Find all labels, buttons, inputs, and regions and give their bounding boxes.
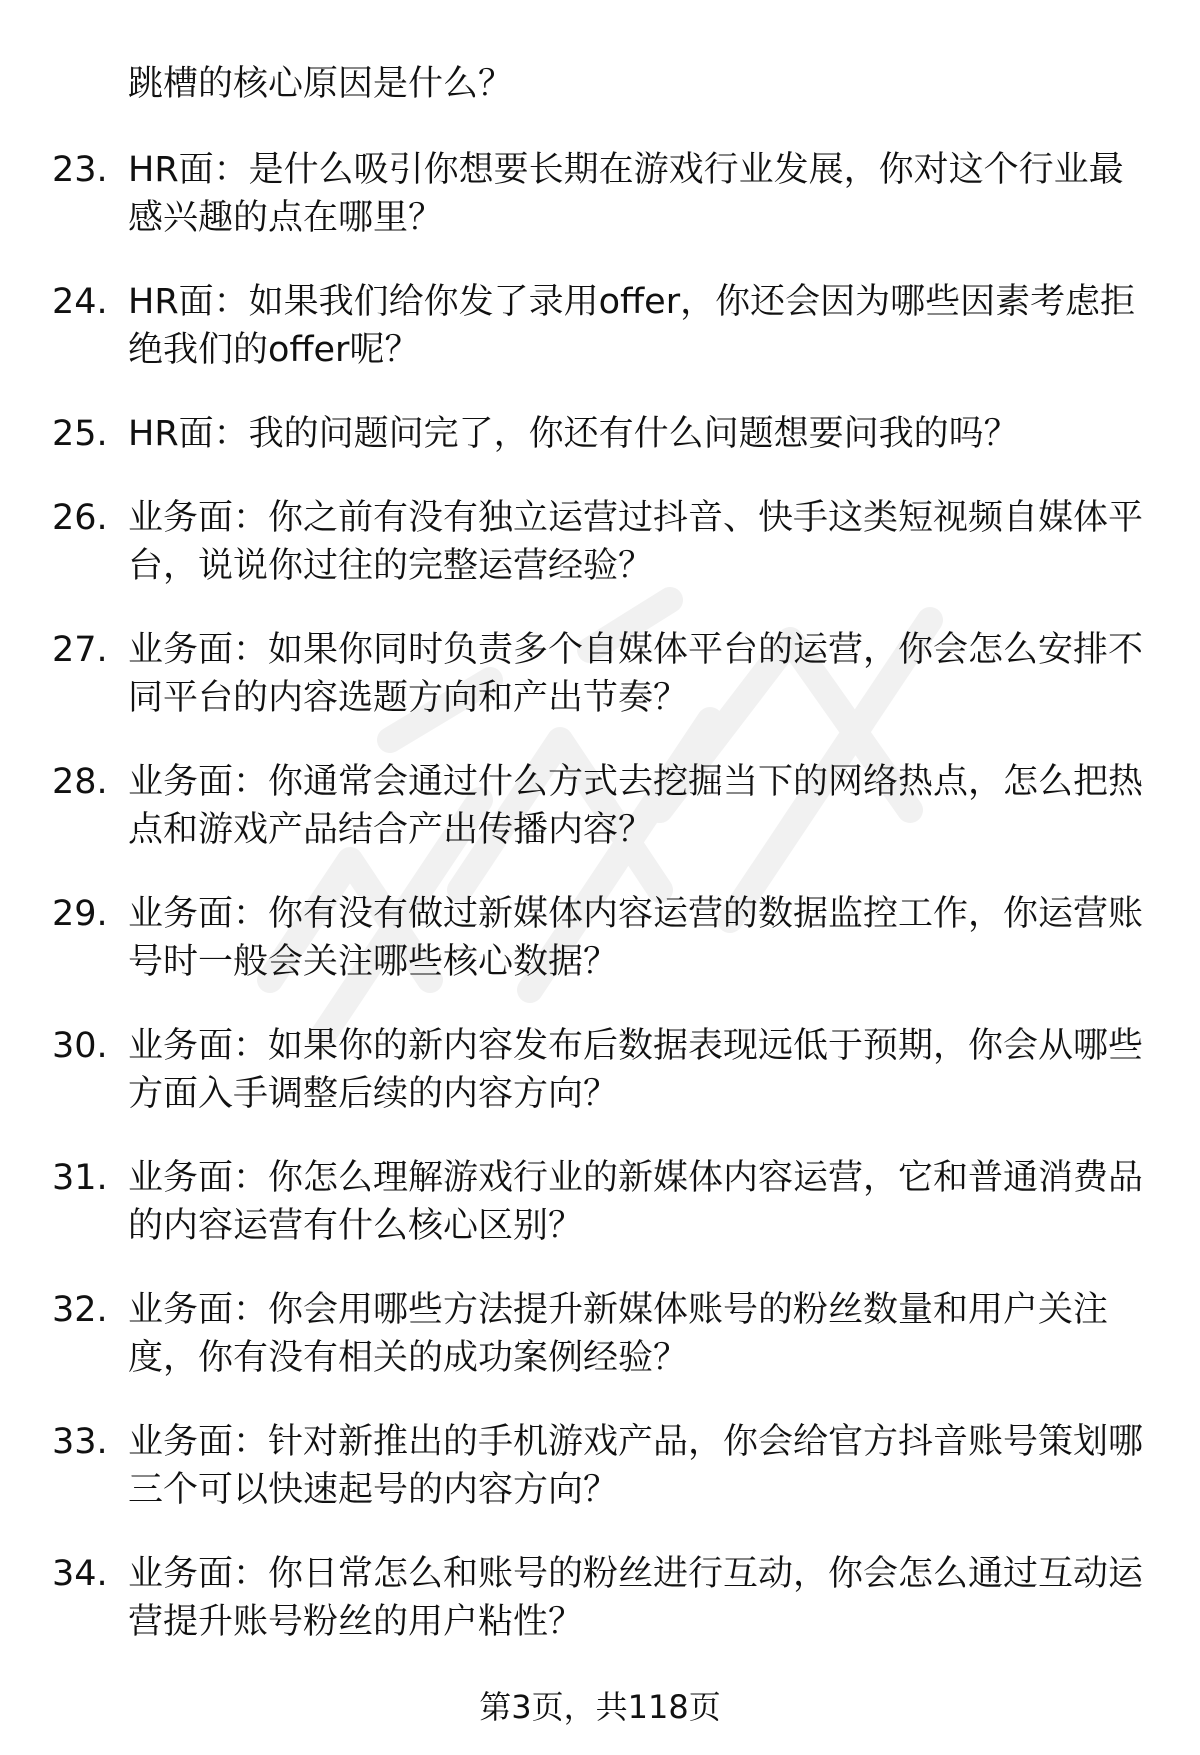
question-item	[0, 1286, 1200, 1382]
continuation-text: 跳槽的核心原因是什么？	[128, 64, 514, 104]
question-number: 27.	[52, 630, 108, 670]
question-number: 26.	[52, 498, 108, 538]
question-text: 业务面：你之前有没有独立运营过抖音、快手这类短视频自媒体平台，说说你过往的完整运营经验？	[128, 498, 1144, 586]
question-list	[0, 146, 1200, 1682]
question-item	[0, 1550, 1200, 1646]
question-text: 业务面：你通常会通过什么方式去挖掘当下的网络热点，怎么把热点和游戏产品结合产出传播内容？	[128, 762, 1144, 850]
question-text: 业务面：如果你的新内容发布后数据表现远低于预期，你会从哪些方面入手调整后续的内容方向？	[128, 1026, 1144, 1114]
question-text: 业务面：针对新推出的手机游戏产品，你会给官方抖音账号策划哪三个可以快速起号的内容方向？	[128, 1422, 1144, 1510]
question-number: 32.	[52, 1290, 108, 1330]
question-text: 业务面：你日常怎么和账号的粉丝进行互动，你会怎么通过互动运营提升账号粉丝的用户粘性？	[128, 1554, 1144, 1642]
question-number: 28.	[52, 762, 108, 802]
question-item	[0, 278, 1200, 374]
question-item	[0, 1022, 1200, 1118]
question-item	[0, 494, 1200, 590]
question-item	[0, 1154, 1200, 1250]
question-item	[0, 626, 1200, 722]
question-number: 33.	[52, 1422, 108, 1462]
question-number: 31.	[52, 1158, 108, 1198]
question-text: 业务面：你有没有做过新媒体内容运营的数据监控工作，你运营账号时一般会关注哪些核心数据？	[128, 894, 1144, 982]
question-number: 25.	[52, 414, 108, 454]
question-item	[0, 410, 1200, 458]
question-number: 29.	[52, 894, 108, 934]
question-text: HR面：如果我们给你发了录用offer，你还会因为哪些因素考虑拒绝我们的offer呢？	[128, 282, 1136, 370]
question-text: HR面：我的问题问完了，你还有什么问题想要问我的吗？	[128, 414, 1019, 454]
question-number: 24.	[52, 282, 108, 322]
question-text: 业务面：你怎么理解游戏行业的新媒体内容运营，它和普通消费品的内容运营有什么核心区别？	[128, 1158, 1144, 1246]
question-item	[0, 758, 1200, 854]
question-text: HR面：是什么吸引你想要长期在游戏行业发展，你对这个行业最感兴趣的点在哪里？	[128, 150, 1124, 238]
question-item	[0, 890, 1200, 986]
question-number: 34.	[52, 1554, 108, 1594]
question-item	[0, 1418, 1200, 1514]
question-number: 23.	[52, 150, 108, 190]
page-footer: 第3页，共118页	[479, 1688, 721, 1726]
question-text: 业务面：如果你同时负责多个自媒体平台的运营，你会怎么安排不同平台的内容选题方向和产出节奏？	[128, 630, 1144, 718]
question-number: 30.	[52, 1026, 108, 1066]
question-item	[0, 146, 1200, 242]
question-text: 业务面：你会用哪些方法提升新媒体账号的粉丝数量和用户关注度，你有没有相关的成功案例经验？	[128, 1290, 1109, 1378]
